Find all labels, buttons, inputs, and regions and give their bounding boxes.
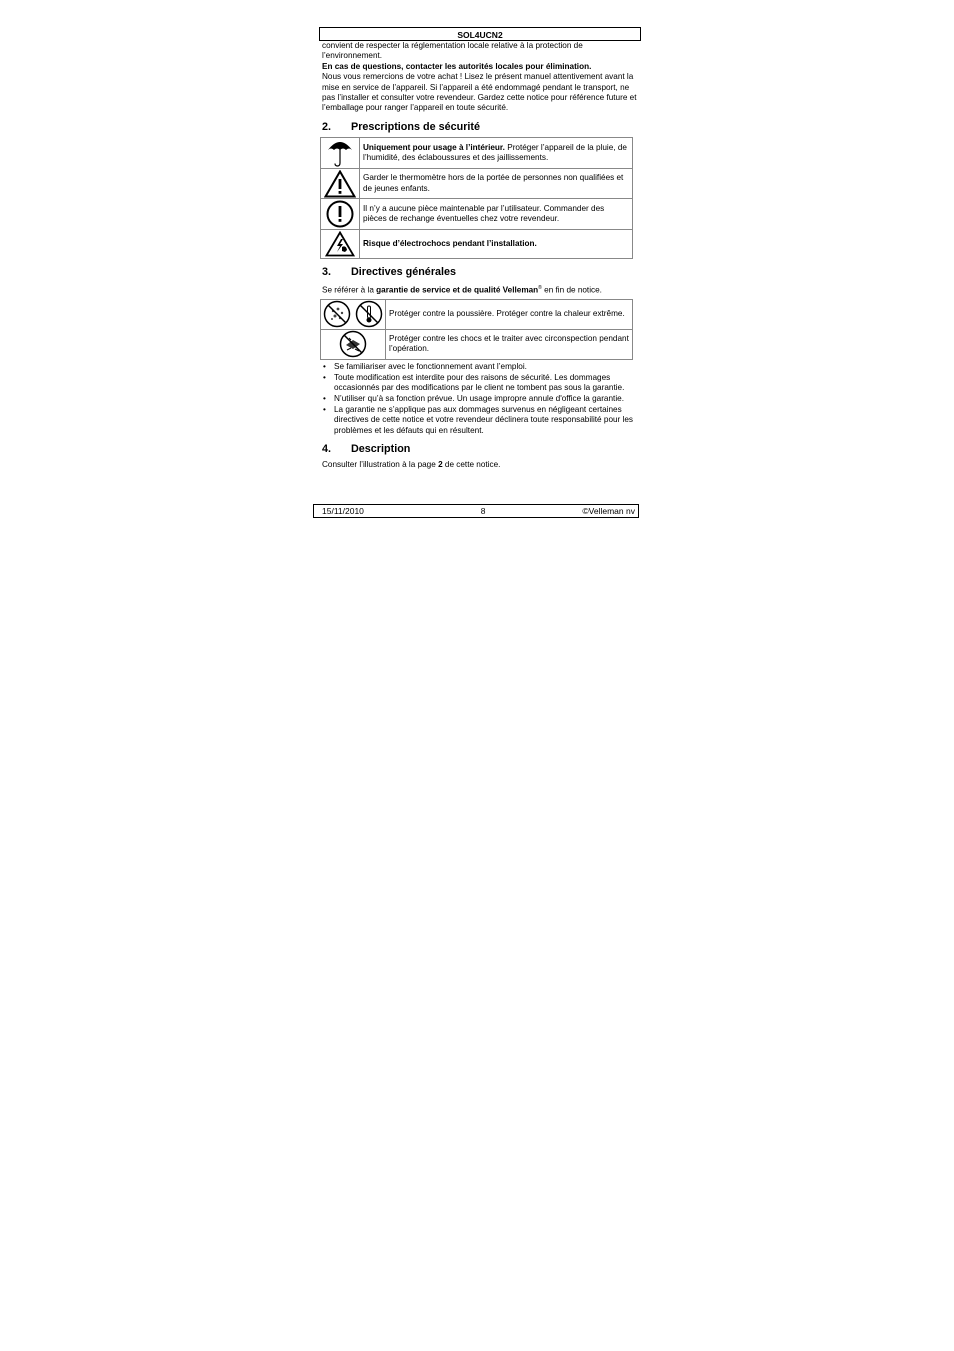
- section-2-number: 2.: [322, 120, 332, 133]
- safety-table: [320, 137, 633, 259]
- table-row: [321, 329, 633, 359]
- table-row: [321, 199, 633, 230]
- section-4-text: Consulter l’illustration à la page 2 de cette notice.: [322, 459, 501, 469]
- section-2-title: Prescriptions de sécurité: [351, 120, 481, 133]
- safety-row-indoor: Uniquement pour usage à l’intérieur. Protéger l’appareil de la pluie, de l’humidité, des éclaboussures et des jaillissements.: [360, 138, 633, 169]
- section-3-number: 3.: [322, 266, 332, 279]
- footer-date: 15/11/2010: [322, 506, 364, 516]
- intro-paragraph: Nous vous remercions de votre achat ! Lisez le présent manuel attentivement avant la mise en service de l’appareil. Si l’appareil a été endommagé pendant le transport, ne pas l’installer et consulter votre revendeur. Gardez cette notice pour référence future et l’emballage pour ranger l’appareil en toute sécurité.: [322, 72, 637, 113]
- exclamation-circle-icon: [321, 199, 360, 230]
- safety-row-shock: Risque d’électrochocs pendant l’installation.: [360, 230, 633, 259]
- content: [319, 41, 641, 470]
- section-3-heading: [322, 267, 638, 277]
- table-row: [321, 230, 633, 259]
- list-item: • Se familiariser avec le fonctionnement avant l’emploi.: [322, 362, 638, 372]
- guidelines-table: [320, 299, 633, 360]
- umbrella-icon: [321, 138, 360, 169]
- table-row: [321, 299, 633, 329]
- list-item: • Toute modification est interdite pour des raisons de sécurité. Les dommages occasionnés par des modifications par le client ne tombent pas sous la garantie.: [322, 373, 638, 394]
- section-3-intro: Se référer à la garantie de service et de qualité Velleman® en fin de notice.: [322, 284, 602, 295]
- intro-bold-line: En cas de questions, contacter les autorités locales pour élimination.: [322, 61, 592, 71]
- section-4-title: Description: [351, 443, 411, 456]
- no-heat-icon: [355, 300, 383, 328]
- section-4-number: 4.: [322, 443, 332, 456]
- guideline-row-dust: Protéger contre la poussière. Protéger contre la chaleur extrême.: [386, 299, 633, 329]
- warning-triangle-icon: [321, 169, 360, 199]
- section-2-heading: [322, 122, 638, 132]
- intro-line: convient de respecter la réglementation locale relative à la protection de l’environnement.: [322, 41, 583, 61]
- footer-page-number: 8: [480, 506, 486, 516]
- table-row: [321, 169, 633, 199]
- dust-heat-icons: [321, 299, 386, 329]
- section-3-title: Directives générales: [351, 266, 457, 279]
- section-4-heading: [322, 444, 638, 454]
- footer-copyright: ©Velleman nv: [582, 506, 635, 516]
- safety-row-no-parts: Il n’y a aucune pièce maintenable par l’utilisateur. Commander des pièces de rechange éventuelles chez votre revendeur.: [360, 199, 633, 230]
- guideline-row-shocks: Protéger contre les chocs et le traiter avec circonspection pendant l’opération.: [386, 329, 633, 359]
- no-dust-icon: [323, 300, 351, 328]
- page-footer: [313, 504, 639, 518]
- safety-row-children: Garder le thermomètre hors de la portée de personnes non qualifiées et de jeunes enfants.: [360, 169, 633, 199]
- list-item: • La garantie ne s’applique pas aux dommages survenus en négligeant certaines directives de cette notice et votre revendeur déclinera toute responsabilité pour les problèmes et les défauts qui en résultent.: [322, 405, 638, 436]
- header-model: SOL4UCN2: [319, 27, 641, 41]
- page: [319, 27, 641, 470]
- electric-shock-icon: [321, 230, 360, 259]
- table-row: [321, 138, 633, 169]
- no-shock-icon: [321, 329, 386, 359]
- guidelines-list: [322, 362, 638, 436]
- list-item: • N’utiliser qu’à sa fonction prévue. Un usage impropre annule d'office la garantie.: [322, 394, 638, 404]
